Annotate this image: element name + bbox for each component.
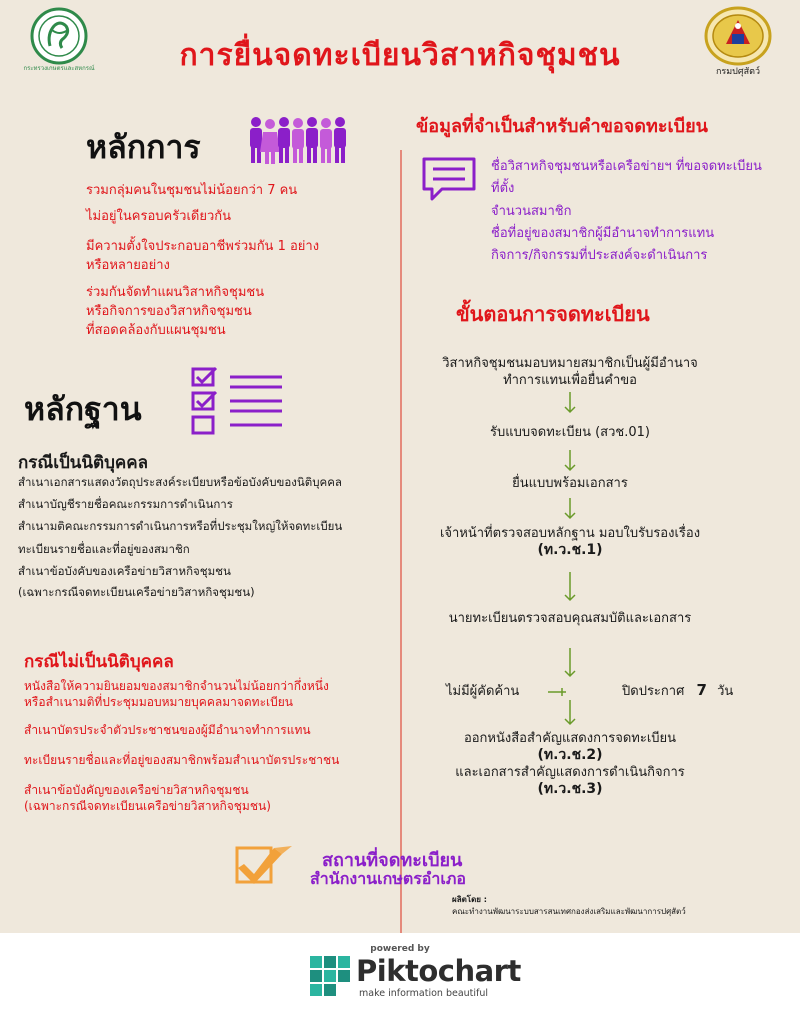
non-juristic-heading: กรณีไม่เป็นนิติบุคคล [24,652,174,672]
department-logo-text: กรมปศุสัตว์ [715,67,761,77]
step-officer-check [420,525,720,559]
page-title: การยื่นจดทะเบียนวิสาหกิจชุมชน [179,38,621,73]
step-submit-label: ยื่นแบบพร้อมเอกสาร [512,476,628,491]
procedure-heading: ขั้นตอนการจดทะเบียน [456,302,650,326]
juristic-heading: กรณีเป็นนิติบุคคล [18,453,149,473]
evidence-heading: หลักฐาน [24,390,142,428]
juristic-item: สำเนามติคณะกรรมการดำเนินการหรือที่ประชุมใหญ่ให้จดทะเบียน [18,519,343,533]
required-info-heading: ข้อมูลที่จำเป็นสำหรับคำขอจดทะเบียน [416,116,708,137]
required-info-item: ที่ตั้ง [491,181,515,196]
checklist-icon [190,366,286,442]
principle-item: มีความตั้งใจประกอบอาชีพร่วมกัน 1 อย่าง [86,239,320,254]
required-info-item: จำนวนสมาชิก [491,204,572,219]
step-issue-line3: และเอกสารสำคัญแสดงการดำเนินกิจการ [455,765,685,780]
step-submit [430,475,710,492]
step-issue-line1: ออกหนังสือสำคัญแสดงการจดทะเบียน [463,731,677,746]
announce-text: ปิดประกาศ [622,684,685,699]
speech-bubble-icon [420,155,478,207]
piktochart-brand[interactable]: Piktochart [356,954,521,988]
step-issue-line2: (ท.ว.ช.2) [537,747,603,763]
principle-item: ที่สอดคล้องกับแผนชุมชน [86,323,226,338]
principles-heading: หลักการ [86,128,201,166]
juristic-item: (เฉพาะกรณีจดทะเบียนเครือข่ายวิสาหกิจชุมชน) [18,585,255,599]
location-office: สำนักงานเกษตรอำเภอ [310,869,467,888]
powered-by-label: powered by [370,944,430,954]
step-appoint [430,355,710,389]
flow-arrow [564,392,576,414]
flow-arrow [564,700,576,726]
piktochart-tagline: make information beautiful [359,988,489,999]
location-heading: สถานที่จดทะเบียน [322,850,463,871]
step-appoint-line2: ทำการแทนเพื่อยื่นคำขอ [503,373,637,388]
piktochart-logo-icon[interactable] [310,956,350,1000]
step-receive-form [430,424,710,441]
step-registrar-check-label: นายทะเบียนตรวจสอบคุณสมบัติและเอกสาร [448,611,692,626]
juristic-item: สำเนาบัญชีรายชื่อคณะกรรมการดำเนินการ [18,497,233,511]
required-info-item: ชื่อวิสาหกิจชุมชนหรือเครือข่ายฯ ที่ขอจดทะเบียน [491,159,762,174]
juristic-item: สำเนาข้อบังคับของเครือข่ายวิสาหกิจชุมชน [18,564,231,578]
non-juristic-item: หรือสำเนามติที่ประชุมมอบหมายบุคคลมาจดทะเบียน [24,695,293,709]
juristic-item: ทะเบียนรายชื่อและที่อยู่ของสมาชิก [18,542,190,556]
step-issue-certificate [430,730,710,798]
column-divider [400,150,402,933]
non-juristic-item: ทะเบียนรายชื่อและที่อยู่ของสมาชิกพร้อมสำเนาบัตรประชาชน [24,753,340,767]
juristic-item: สำเนาเอกสารแสดงวัตถุประสงค์ระเบียบหรือข้อบังคับของนิติบุคคล [18,475,342,489]
step-receive-form-label: รับแบบจดทะเบียน (สวช.01) [490,425,650,440]
no-objection-label: ไม่มีผู้คัดค้าน [446,684,520,699]
checkmark-document-icon [234,842,298,890]
people-group-icon [246,114,350,172]
flow-arrow [564,572,576,602]
announce-days: 7 [696,681,707,699]
flow-arrow [564,450,576,472]
non-juristic-item: หนังสือให้ความยินยอมของสมาชิกจำนวนไม่น้อยกว่ากึ่งหนึ่ง [24,679,329,693]
step-registrar-check [430,610,710,627]
flow-arrow [564,498,576,520]
principle-item: ไม่อยู่ในครอบครัวเดียวกัน [86,209,232,224]
ministry-logo-text: กระทรวงเกษตรและสหกรณ์ [23,65,95,72]
flow-arrow [564,648,576,678]
step-officer-check-line1: เจ้าหน้าที่ตรวจสอบหลักฐาน มอบใบรับรองเรื่อง [439,526,701,541]
credit-label: ผลิตโดย : [452,895,487,904]
principle-item: หรือกิจการของวิสาหกิจชุมชน [86,304,252,319]
non-juristic-item: สำเนาข้อบังคัญของเครือข่ายวิสาหกิจชุมชน [24,783,249,797]
announce-unit: วัน [717,684,734,699]
step-issue-line4: (ท.ว.ช.3) [537,781,603,797]
principle-item: ร่วมกันจัดทำแผนวิสาหกิจชุมชน [86,285,265,300]
announce-label [622,680,733,701]
step-appoint-line1: วิสาหกิจชุมชนมอบหมายสมาชิกเป็นผู้มีอำนาจ [442,356,698,371]
principle-item: รวมกลุ่มคนในชุมชนไม่น้อยกว่า 7 คน [86,183,298,198]
required-info-item: ชื่อที่อยู่ของสมาชิกผู้มีอำนาจทำการแทน [491,226,715,241]
step-officer-check-line2: (ท.ว.ช.1) [537,542,603,558]
required-info-item: กิจการ/กิจกรรมที่ประสงค์จะดำเนินการ [491,248,708,263]
credit-text: คณะทำงานพัฒนาระบบสารสนเทศกองส่งเสริมและพัฒนาการปศุสัตว์ [452,907,686,916]
non-juristic-item: (เฉพาะกรณีจดทะเบียนเครือข่ายวิสาหกิจชุมชน) [24,799,271,813]
non-juristic-item: สำเนาบัตรประจำตัวประชาชนของผู้มีอำนาจทำการแทน [24,723,311,737]
principle-item: หรือหลายอย่าง [86,258,170,273]
